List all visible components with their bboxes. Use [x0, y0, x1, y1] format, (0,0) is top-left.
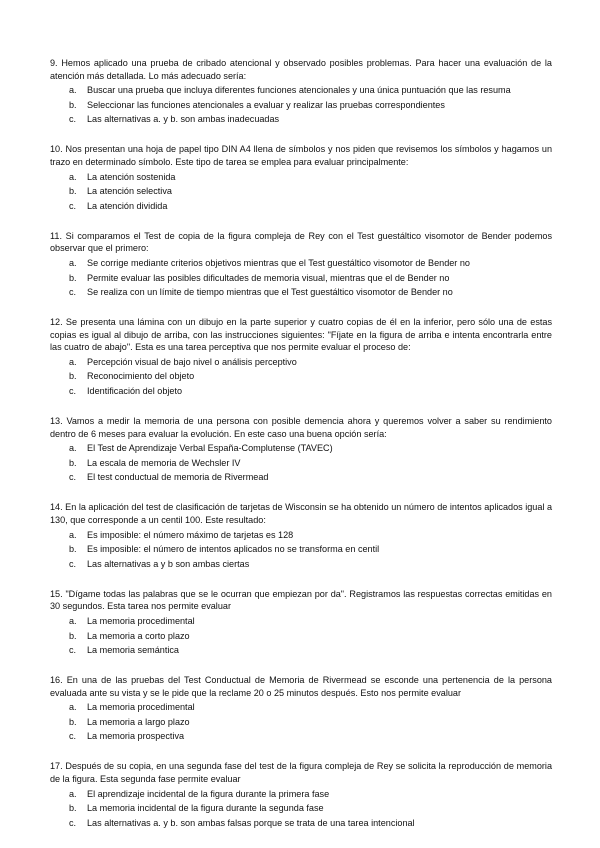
option-text: Reconocimiento del objeto — [87, 371, 195, 382]
option-item — [50, 716, 552, 729]
option-letter: c. — [69, 731, 77, 742]
option-text: El Test de Aprendizaje Verbal España-Complutense (TAVEC) — [87, 443, 333, 454]
option-item — [50, 457, 552, 470]
option-letter: b. — [69, 186, 77, 197]
question-block — [50, 57, 552, 126]
option-letter: b. — [69, 457, 77, 468]
option-text: La atención dividida — [87, 200, 168, 211]
option-text: La atención selectiva — [87, 186, 172, 197]
option-text: El test conductual de memoria de Rivermead — [87, 472, 269, 483]
option-text: Las alternativas a. y b. son ambas inadecuadas — [87, 114, 280, 125]
option-item — [50, 370, 552, 383]
option-item — [50, 788, 552, 801]
question-block — [50, 316, 552, 398]
option-letter: a. — [69, 443, 77, 454]
option-text: Las alternativas a y b son ambas ciertas — [87, 558, 250, 569]
option-letter: a. — [69, 529, 77, 540]
option-item — [50, 272, 552, 285]
option-text: El aprendizaje incidental de la figura durante la primera fase — [87, 788, 330, 799]
option-letter: a. — [69, 702, 77, 713]
option-letter: b. — [69, 803, 77, 814]
option-list — [50, 84, 552, 126]
option-text: La memoria procedimental — [87, 615, 195, 626]
option-letter: c. — [69, 114, 77, 125]
option-item — [50, 200, 552, 213]
option-item — [50, 257, 552, 270]
option-text: Percepción visual de bajo nivel o análisis perceptivo — [87, 356, 297, 367]
question-text: 9. Hemos aplicado una prueba de cribado atencional y observado posibles problemas. Para hacer una evaluación de la atención más detallada. Lo más adecuado sería: — [50, 58, 552, 81]
question-text: 11. Si comparamos el Test de copia de la figura compleja de Rey con el Test guestáltico visomotor de Bender podemos observar que el primero: — [50, 230, 552, 254]
option-text: Es imposible: el número máximo de tarjetas es 128 — [87, 529, 294, 540]
option-item — [50, 558, 552, 571]
option-text: Buscar una prueba que incluya diferentes funciones atencionales y una única puntuación que las resuma — [87, 85, 511, 96]
option-letter: a. — [69, 85, 77, 96]
option-item — [50, 99, 552, 112]
question-text: 10. Nos presentan una hoja de papel tipo DIN A4 llena de símbolos y nos piden que revisemos los símbolos y hagamos un trazo en determinado símbolo. Este tipo de tarea se emplea para evaluar principalmente: — [50, 144, 552, 167]
option-item — [50, 615, 552, 628]
question-text: 12. Se presenta una lámina con un dibujo en la parte superior y cuatro copias de él en la inferior, pero sólo una de estas copias es igual al dibujo de arriba, con las instrucciones siguientes: "Fíjate en la figura de arriba e intenta encontrarla entre las cuatro de abajo". Esta es una tarea perceptiva que nos permite evaluar el proceso de: — [50, 317, 552, 353]
option-item — [50, 356, 552, 369]
option-letter: a. — [69, 615, 77, 626]
option-letter: c. — [69, 645, 77, 656]
question-text: 17. Después de su copia, en una segunda fase del test de la figura compleja de Rey se solicita la reproducción de memoria de la figura. Esta segunda fase permite evaluar — [50, 761, 552, 785]
option-item — [50, 442, 552, 455]
option-text: La memoria a largo plazo — [87, 716, 190, 727]
option-letter: b. — [69, 99, 77, 110]
option-list — [50, 171, 552, 213]
option-letter: a. — [69, 171, 77, 182]
question-block — [50, 760, 552, 829]
option-item — [50, 171, 552, 184]
option-item — [50, 543, 552, 556]
option-item — [50, 385, 552, 398]
option-list — [50, 701, 552, 743]
option-item — [50, 701, 552, 714]
option-text: La memoria incidental de la figura durante la segunda fase — [87, 803, 324, 814]
option-text: La atención sostenida — [87, 171, 176, 182]
option-text: La escala de memoria de Wechsler IV — [87, 457, 241, 468]
option-letter: b. — [69, 630, 77, 641]
option-text: Las alternativas a. y b. son ambas falsas porque se trata de una tarea intencional — [87, 817, 415, 828]
option-item — [50, 817, 552, 830]
question-block — [50, 415, 552, 484]
option-text: Es imposible: el número de intentos aplicados no se transforma en centil — [87, 544, 380, 555]
question-list — [50, 57, 552, 829]
option-item — [50, 286, 552, 299]
option-item — [50, 644, 552, 657]
option-letter: c. — [69, 817, 77, 828]
option-text: La memoria procedimental — [87, 702, 195, 713]
option-list — [50, 529, 552, 571]
option-list — [50, 442, 552, 484]
option-letter: c. — [69, 287, 77, 298]
option-text: Identificación del objeto — [87, 386, 183, 397]
option-text: La memoria semántica — [87, 645, 179, 656]
option-letter: a. — [69, 257, 77, 268]
option-text: La memoria prospectiva — [87, 731, 185, 742]
question-block — [50, 143, 552, 212]
question-text: 13. Vamos a medir la memoria de una persona con posible demencia ahora y queremos volver a saber su rendimiento dentro de 6 meses para evaluar la evolución. En este caso una buena opción sería: — [50, 416, 552, 439]
option-letter: c. — [69, 472, 77, 483]
option-item — [50, 185, 552, 198]
question-block — [50, 674, 552, 743]
option-list — [50, 257, 552, 299]
option-list — [50, 356, 552, 398]
option-letter: b. — [69, 272, 77, 283]
option-text: Se realiza con un límite de tiempo mientras que el Test guestáltico visomotor de Bender no — [87, 287, 453, 298]
option-text: Seleccionar las funciones atencionales a evaluar y realizar las pruebas correspondientes — [87, 99, 445, 110]
option-letter: b. — [69, 716, 77, 727]
option-letter: b. — [69, 371, 77, 382]
option-letter: c. — [69, 200, 77, 211]
question-block — [50, 588, 552, 657]
option-letter: c. — [69, 386, 77, 397]
option-item — [50, 471, 552, 484]
option-letter: b. — [69, 544, 77, 555]
question-block — [50, 501, 552, 570]
option-item — [50, 529, 552, 542]
option-letter: c. — [69, 558, 77, 569]
option-letter: a. — [69, 356, 77, 367]
question-text: 16. En una de las pruebas del Test Conductual de Memoria de Rivermead se esconde una pertenencia de la persona evaluada ante su vista y se le pide que la reclame 20 o 25 minutos después. Esto nos permite evaluar — [50, 675, 552, 698]
question-text: 14. En la aplicación del test de clasificación de tarjetas de Wisconsin se ha obtenido un número de intentos aplicados igual a 130, que corresponde a un centil 100. Este resultado: — [50, 502, 552, 525]
option-letter: a. — [69, 788, 77, 799]
option-item — [50, 802, 552, 815]
option-text: Permite evaluar las posibles dificultades de memoria visual, mientras que el de Bender no — [87, 272, 450, 283]
option-text: Se corrige mediante criterios objetivos mientras que el Test guestáltico visomotor de Bender no — [87, 257, 470, 268]
option-list — [50, 615, 552, 657]
option-item — [50, 113, 552, 126]
option-list — [50, 788, 552, 830]
option-item — [50, 84, 552, 97]
question-text: 15. "Dígame todas las palabras que se le ocurran que empiezan por da". Registramos las respuestas correctas emitidas en 30 segundos. Esta tarea nos permite evaluar — [50, 588, 552, 612]
option-item — [50, 730, 552, 743]
option-text: La memoria a corto plazo — [87, 630, 190, 641]
option-item — [50, 630, 552, 643]
question-block — [50, 230, 552, 299]
